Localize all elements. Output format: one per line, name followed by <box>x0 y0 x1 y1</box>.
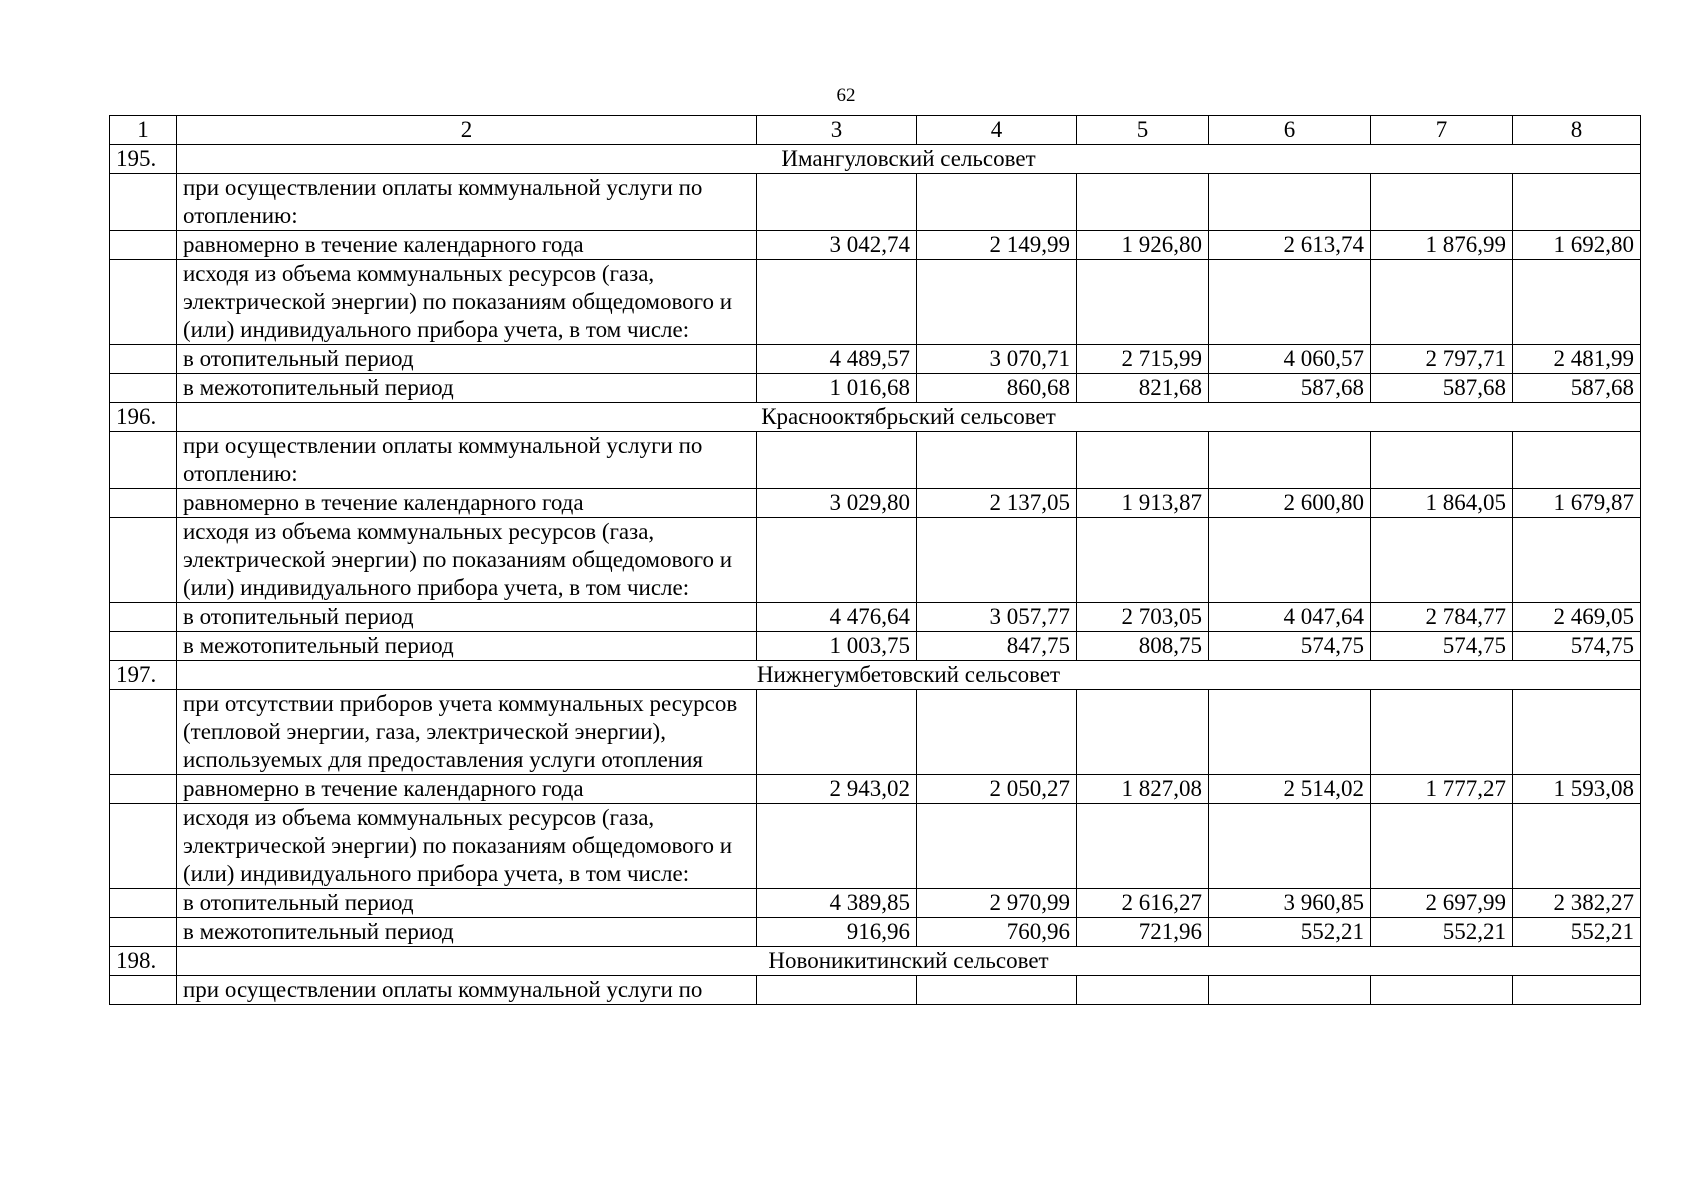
value-cell: 2 137,05 <box>917 489 1077 518</box>
value-cell: 860,68 <box>917 374 1077 403</box>
value-cell <box>1513 804 1641 889</box>
column-number-header: 5 <box>1077 116 1209 145</box>
column-number-header: 1 <box>110 116 177 145</box>
row-number-empty <box>110 432 177 489</box>
value-cell: 1 003,75 <box>757 632 917 661</box>
value-cell <box>1209 174 1371 231</box>
value-cell: 552,21 <box>1513 918 1641 947</box>
value-cell <box>1371 174 1513 231</box>
table-row <box>110 489 1641 518</box>
value-cell <box>1209 260 1371 345</box>
value-cell: 2 481,99 <box>1513 345 1641 374</box>
value-cell: 4 389,85 <box>757 889 917 918</box>
row-number: 198. <box>110 947 177 976</box>
value-cell: 2 050,27 <box>917 775 1077 804</box>
value-cell: 1 827,08 <box>1077 775 1209 804</box>
value-cell: 2 469,05 <box>1513 603 1641 632</box>
row-label: при осуществлении оплаты коммунальной услуги по <box>177 976 757 1005</box>
value-cell <box>1077 690 1209 775</box>
value-cell <box>1371 690 1513 775</box>
value-cell <box>1371 976 1513 1005</box>
row-label: в межотопительный период <box>177 374 757 403</box>
value-cell: 574,75 <box>1371 632 1513 661</box>
row-number: 197. <box>110 661 177 690</box>
value-cell: 3 057,77 <box>917 603 1077 632</box>
value-cell <box>1371 804 1513 889</box>
value-cell: 574,75 <box>1513 632 1641 661</box>
value-cell: 1 679,87 <box>1513 489 1641 518</box>
row-number: 195. <box>110 145 177 174</box>
table-row <box>110 918 1641 947</box>
value-cell: 1 593,08 <box>1513 775 1641 804</box>
value-cell: 3 960,85 <box>1209 889 1371 918</box>
value-cell: 3 042,74 <box>757 231 917 260</box>
row-label: при отсутствии приборов учета коммунальных ресурсов (тепловой энергии, газа, электрической энергии), используемых для предоставления услуги отопления <box>177 690 757 775</box>
value-cell: 1 864,05 <box>1371 489 1513 518</box>
column-number-header: 2 <box>177 116 757 145</box>
table-row <box>110 174 1641 231</box>
table-row <box>110 976 1641 1005</box>
value-cell: 2 616,27 <box>1077 889 1209 918</box>
table-row <box>110 345 1641 374</box>
value-cell <box>1513 976 1641 1005</box>
value-cell <box>1513 518 1641 603</box>
value-cell: 4 060,57 <box>1209 345 1371 374</box>
value-cell: 4 047,64 <box>1209 603 1371 632</box>
value-cell: 2 970,99 <box>917 889 1077 918</box>
value-cell: 760,96 <box>917 918 1077 947</box>
value-cell: 1 876,99 <box>1371 231 1513 260</box>
row-number-empty <box>110 918 177 947</box>
tariff-table <box>109 115 1641 1005</box>
table-row <box>110 603 1641 632</box>
value-cell: 847,75 <box>917 632 1077 661</box>
table-row <box>110 775 1641 804</box>
value-cell <box>1077 518 1209 603</box>
row-label: в отопительный период <box>177 345 757 374</box>
value-cell <box>1077 260 1209 345</box>
table-row <box>110 432 1641 489</box>
row-number-empty <box>110 518 177 603</box>
section-row <box>110 403 1641 432</box>
row-label: исходя из объема коммунальных ресурсов (газа, электрической энергии) по показаниям общедомового и (или) индивидуального прибора учета, в том числе: <box>177 804 757 889</box>
value-cell <box>757 260 917 345</box>
row-number-empty <box>110 889 177 918</box>
value-cell <box>1371 260 1513 345</box>
row-label: в межотопительный период <box>177 632 757 661</box>
row-label: в отопительный период <box>177 889 757 918</box>
value-cell: 916,96 <box>757 918 917 947</box>
value-cell: 808,75 <box>1077 632 1209 661</box>
value-cell: 2 797,71 <box>1371 345 1513 374</box>
value-cell: 587,68 <box>1513 374 1641 403</box>
table-row <box>110 374 1641 403</box>
value-cell: 821,68 <box>1077 374 1209 403</box>
row-label: в межотопительный период <box>177 918 757 947</box>
value-cell <box>1209 976 1371 1005</box>
value-cell: 1 777,27 <box>1371 775 1513 804</box>
value-cell: 721,96 <box>1077 918 1209 947</box>
row-number-empty <box>110 632 177 661</box>
value-cell <box>1513 690 1641 775</box>
column-number-header: 8 <box>1513 116 1641 145</box>
row-label: в отопительный период <box>177 603 757 632</box>
row-label: равномерно в течение календарного года <box>177 231 757 260</box>
value-cell <box>757 804 917 889</box>
value-cell <box>1209 690 1371 775</box>
row-number-empty <box>110 603 177 632</box>
value-cell <box>1513 174 1641 231</box>
value-cell <box>1513 432 1641 489</box>
value-cell <box>1371 432 1513 489</box>
table-row <box>110 690 1641 775</box>
column-number-header: 7 <box>1371 116 1513 145</box>
value-cell <box>1371 518 1513 603</box>
value-cell <box>917 518 1077 603</box>
section-row <box>110 145 1641 174</box>
row-number-empty <box>110 174 177 231</box>
value-cell: 2 600,80 <box>1209 489 1371 518</box>
row-label: при осуществлении оплаты коммунальной услуги по отоплению: <box>177 174 757 231</box>
value-cell: 1 913,87 <box>1077 489 1209 518</box>
column-number-header: 3 <box>757 116 917 145</box>
value-cell <box>757 976 917 1005</box>
value-cell <box>917 976 1077 1005</box>
row-number-empty <box>110 374 177 403</box>
value-cell <box>1513 260 1641 345</box>
value-cell: 1 926,80 <box>1077 231 1209 260</box>
value-cell <box>917 432 1077 489</box>
row-label: при осуществлении оплаты коммунальной услуги по отоплению: <box>177 432 757 489</box>
table-row <box>110 260 1641 345</box>
section-row <box>110 661 1641 690</box>
value-cell: 2 703,05 <box>1077 603 1209 632</box>
value-cell: 4 476,64 <box>757 603 917 632</box>
value-cell: 587,68 <box>1209 374 1371 403</box>
column-number-header: 6 <box>1209 116 1371 145</box>
value-cell <box>757 174 917 231</box>
row-number-empty <box>110 345 177 374</box>
value-cell <box>1077 804 1209 889</box>
section-title: Нижнегумбетовский сельсовет <box>177 661 1641 690</box>
value-cell <box>1209 432 1371 489</box>
value-cell: 3 029,80 <box>757 489 917 518</box>
row-number-empty <box>110 260 177 345</box>
value-cell: 587,68 <box>1371 374 1513 403</box>
section-title: Имангуловский сельсовет <box>177 145 1641 174</box>
value-cell: 2 943,02 <box>757 775 917 804</box>
value-cell <box>1209 804 1371 889</box>
table-row <box>110 518 1641 603</box>
row-number-empty <box>110 231 177 260</box>
value-cell: 2 697,99 <box>1371 889 1513 918</box>
value-cell <box>1209 518 1371 603</box>
row-label: исходя из объема коммунальных ресурсов (газа, электрической энергии) по показаниям общедомового и (или) индивидуального прибора учета, в том числе: <box>177 260 757 345</box>
column-number-header: 4 <box>917 116 1077 145</box>
table-row <box>110 804 1641 889</box>
row-label: равномерно в течение календарного года <box>177 775 757 804</box>
row-number-empty <box>110 976 177 1005</box>
table-row <box>110 889 1641 918</box>
table-row <box>110 632 1641 661</box>
value-cell <box>757 432 917 489</box>
value-cell: 552,21 <box>1209 918 1371 947</box>
value-cell <box>917 260 1077 345</box>
row-number-empty <box>110 489 177 518</box>
section-title: Новоникитинский сельсовет <box>177 947 1641 976</box>
value-cell <box>757 690 917 775</box>
value-cell <box>1077 174 1209 231</box>
page-number: 62 <box>836 85 856 106</box>
row-number-empty <box>110 690 177 775</box>
row-label: исходя из объема коммунальных ресурсов (газа, электрической энергии) по показаниям общедомового и (или) индивидуального прибора учета, в том числе: <box>177 518 757 603</box>
row-number: 196. <box>110 403 177 432</box>
row-number-empty <box>110 804 177 889</box>
value-cell: 2 613,74 <box>1209 231 1371 260</box>
value-cell: 2 382,27 <box>1513 889 1641 918</box>
section-row <box>110 947 1641 976</box>
value-cell <box>917 804 1077 889</box>
value-cell: 2 715,99 <box>1077 345 1209 374</box>
value-cell: 3 070,71 <box>917 345 1077 374</box>
value-cell: 2 784,77 <box>1371 603 1513 632</box>
value-cell <box>917 690 1077 775</box>
value-cell: 2 514,02 <box>1209 775 1371 804</box>
row-label: равномерно в течение календарного года <box>177 489 757 518</box>
value-cell: 4 489,57 <box>757 345 917 374</box>
value-cell: 1 016,68 <box>757 374 917 403</box>
value-cell <box>1077 976 1209 1005</box>
value-cell <box>917 174 1077 231</box>
value-cell: 574,75 <box>1209 632 1371 661</box>
value-cell: 1 692,80 <box>1513 231 1641 260</box>
section-title: Краснооктябрьский сельсовет <box>177 403 1641 432</box>
value-cell <box>1077 432 1209 489</box>
value-cell: 2 149,99 <box>917 231 1077 260</box>
row-number-empty <box>110 775 177 804</box>
table-row <box>110 231 1641 260</box>
table-header-row <box>110 116 1641 145</box>
value-cell <box>757 518 917 603</box>
value-cell: 552,21 <box>1371 918 1513 947</box>
